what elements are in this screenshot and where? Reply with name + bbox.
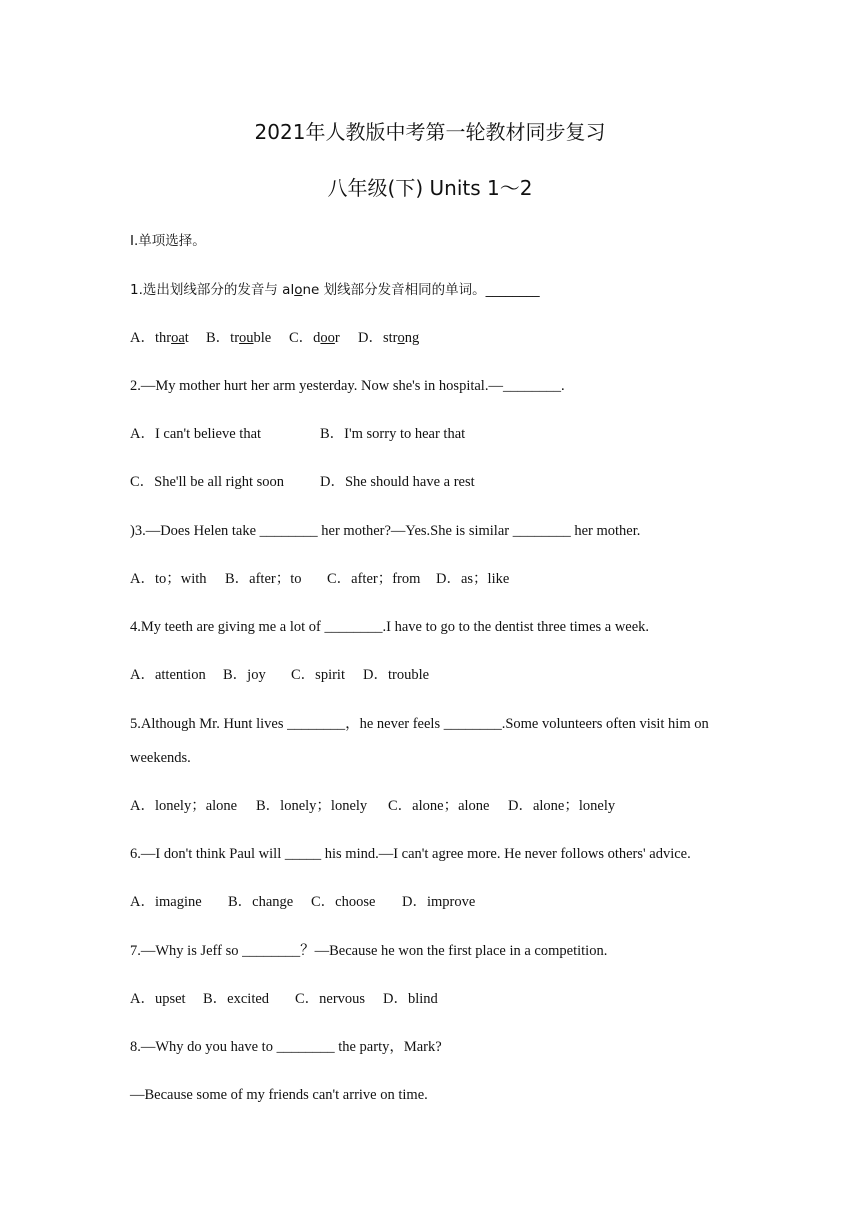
q1-option-b-pre: B．tr bbox=[206, 330, 240, 346]
q1-option-d bbox=[358, 329, 419, 347]
q2-option-c: C．She'll be all right soon bbox=[130, 474, 285, 490]
document-subtitle: 八年级(下) Units 1～2 bbox=[327, 176, 533, 200]
q7-option-b: B．excited bbox=[203, 991, 270, 1007]
question-8-stem: 8.—Why do you have to ________ the party，Mark? bbox=[130, 1039, 442, 1055]
q7-option-c: C．nervous bbox=[295, 991, 366, 1007]
q1-stem-part-a: 1.选出划线部分的发音与 al bbox=[130, 282, 295, 298]
question-1-stem bbox=[130, 281, 540, 299]
q6-option-b: B．change bbox=[228, 894, 294, 910]
q1-option-d-post: ng bbox=[404, 330, 420, 346]
q1-option-b bbox=[206, 329, 289, 347]
question-2-options-row-2 bbox=[130, 473, 475, 491]
q4-option-d: D．trouble bbox=[363, 667, 430, 683]
q7-option-a: A．upset bbox=[130, 991, 186, 1007]
q1-option-c-pre: C．d bbox=[289, 330, 321, 346]
q1-option-b-post: ble bbox=[253, 330, 272, 346]
q1-option-d-underlined: o bbox=[397, 330, 405, 346]
q4-option-c: C．spirit bbox=[291, 667, 345, 683]
question-7-options bbox=[130, 990, 438, 1008]
q1-option-b-underlined: ou bbox=[239, 330, 254, 346]
q1-stem-part-b: ne 划线部分发音相同的单词。________ bbox=[302, 282, 540, 298]
q5-option-c: C．alone；alone bbox=[388, 798, 490, 814]
question-2-stem: 2.—My mother hurt her arm yesterday. Now she's in hospital.—________. bbox=[130, 378, 565, 394]
q1-option-c bbox=[289, 329, 358, 347]
q1-option-a-post: t bbox=[184, 330, 189, 346]
question-3-options bbox=[130, 570, 509, 588]
question-8-reply: —Because some of my friends can't arrive on time. bbox=[130, 1087, 428, 1103]
q2-option-a: A．I can't believe that bbox=[130, 426, 262, 442]
question-2-options-row-1 bbox=[130, 425, 465, 443]
q3-option-a: A．to；with bbox=[130, 571, 207, 587]
q6-option-c: C．choose bbox=[311, 894, 376, 910]
question-5-stem-line-2: weekends. bbox=[130, 750, 191, 766]
q5-option-a: A．lonely；alone bbox=[130, 798, 238, 814]
section-heading: I.单项选择。 bbox=[130, 233, 206, 249]
q1-option-d-pre: D．str bbox=[358, 330, 398, 346]
q2-option-b: B．I'm sorry to hear that bbox=[320, 426, 466, 442]
question-6-stem: 6.—I don't think Paul will _____ his mind.—I can't agree more. He never follows others' advice. bbox=[130, 846, 691, 862]
question-4-stem: 4.My teeth are giving me a lot of ________.I have to go to the dentist three times a week. bbox=[130, 619, 650, 635]
question-3-stem: )3.—Does Helen take ________ her mother?—Yes.She is similar ________ her mother. bbox=[130, 523, 641, 539]
question-5-stem-line-1: 5.Although Mr. Hunt lives ________，he never feels ________.Some volunteers often visit him on bbox=[130, 716, 709, 732]
q3-option-b: B．after；to bbox=[225, 571, 302, 587]
question-5-options bbox=[130, 797, 615, 815]
q6-option-a: A．imagine bbox=[130, 894, 202, 910]
q3-option-c: C．after；from bbox=[327, 571, 421, 587]
q1-option-c-underlined: oo bbox=[320, 330, 335, 346]
q5-option-d: D．alone；lonely bbox=[508, 798, 616, 814]
question-7-stem: 7.—Why is Jeff so ________？—Because he won the first place in a competition. bbox=[130, 943, 608, 959]
q1-option-c-post: r bbox=[334, 330, 340, 346]
question-6-options bbox=[130, 893, 475, 911]
question-1-options bbox=[130, 329, 419, 347]
q3-option-d: D．as；like bbox=[436, 571, 510, 587]
question-4-options bbox=[130, 666, 429, 684]
q6-option-d: D．improve bbox=[402, 894, 476, 910]
q7-option-d: D．blind bbox=[383, 991, 438, 1007]
q4-option-b: B．joy bbox=[223, 667, 266, 683]
q4-option-a: A．attention bbox=[130, 667, 206, 683]
q5-option-b: B．lonely；lonely bbox=[256, 798, 368, 814]
q1-option-a-underlined: oa bbox=[171, 330, 185, 346]
q1-option-a-pre: A．thr bbox=[130, 330, 172, 346]
q1-option-a bbox=[130, 329, 206, 347]
q2-option-d: D．She should have a rest bbox=[320, 474, 475, 490]
q1-stem-underlined: o bbox=[294, 282, 303, 298]
document-title: 2021年人教版中考第一轮教材同步复习 bbox=[254, 120, 606, 144]
